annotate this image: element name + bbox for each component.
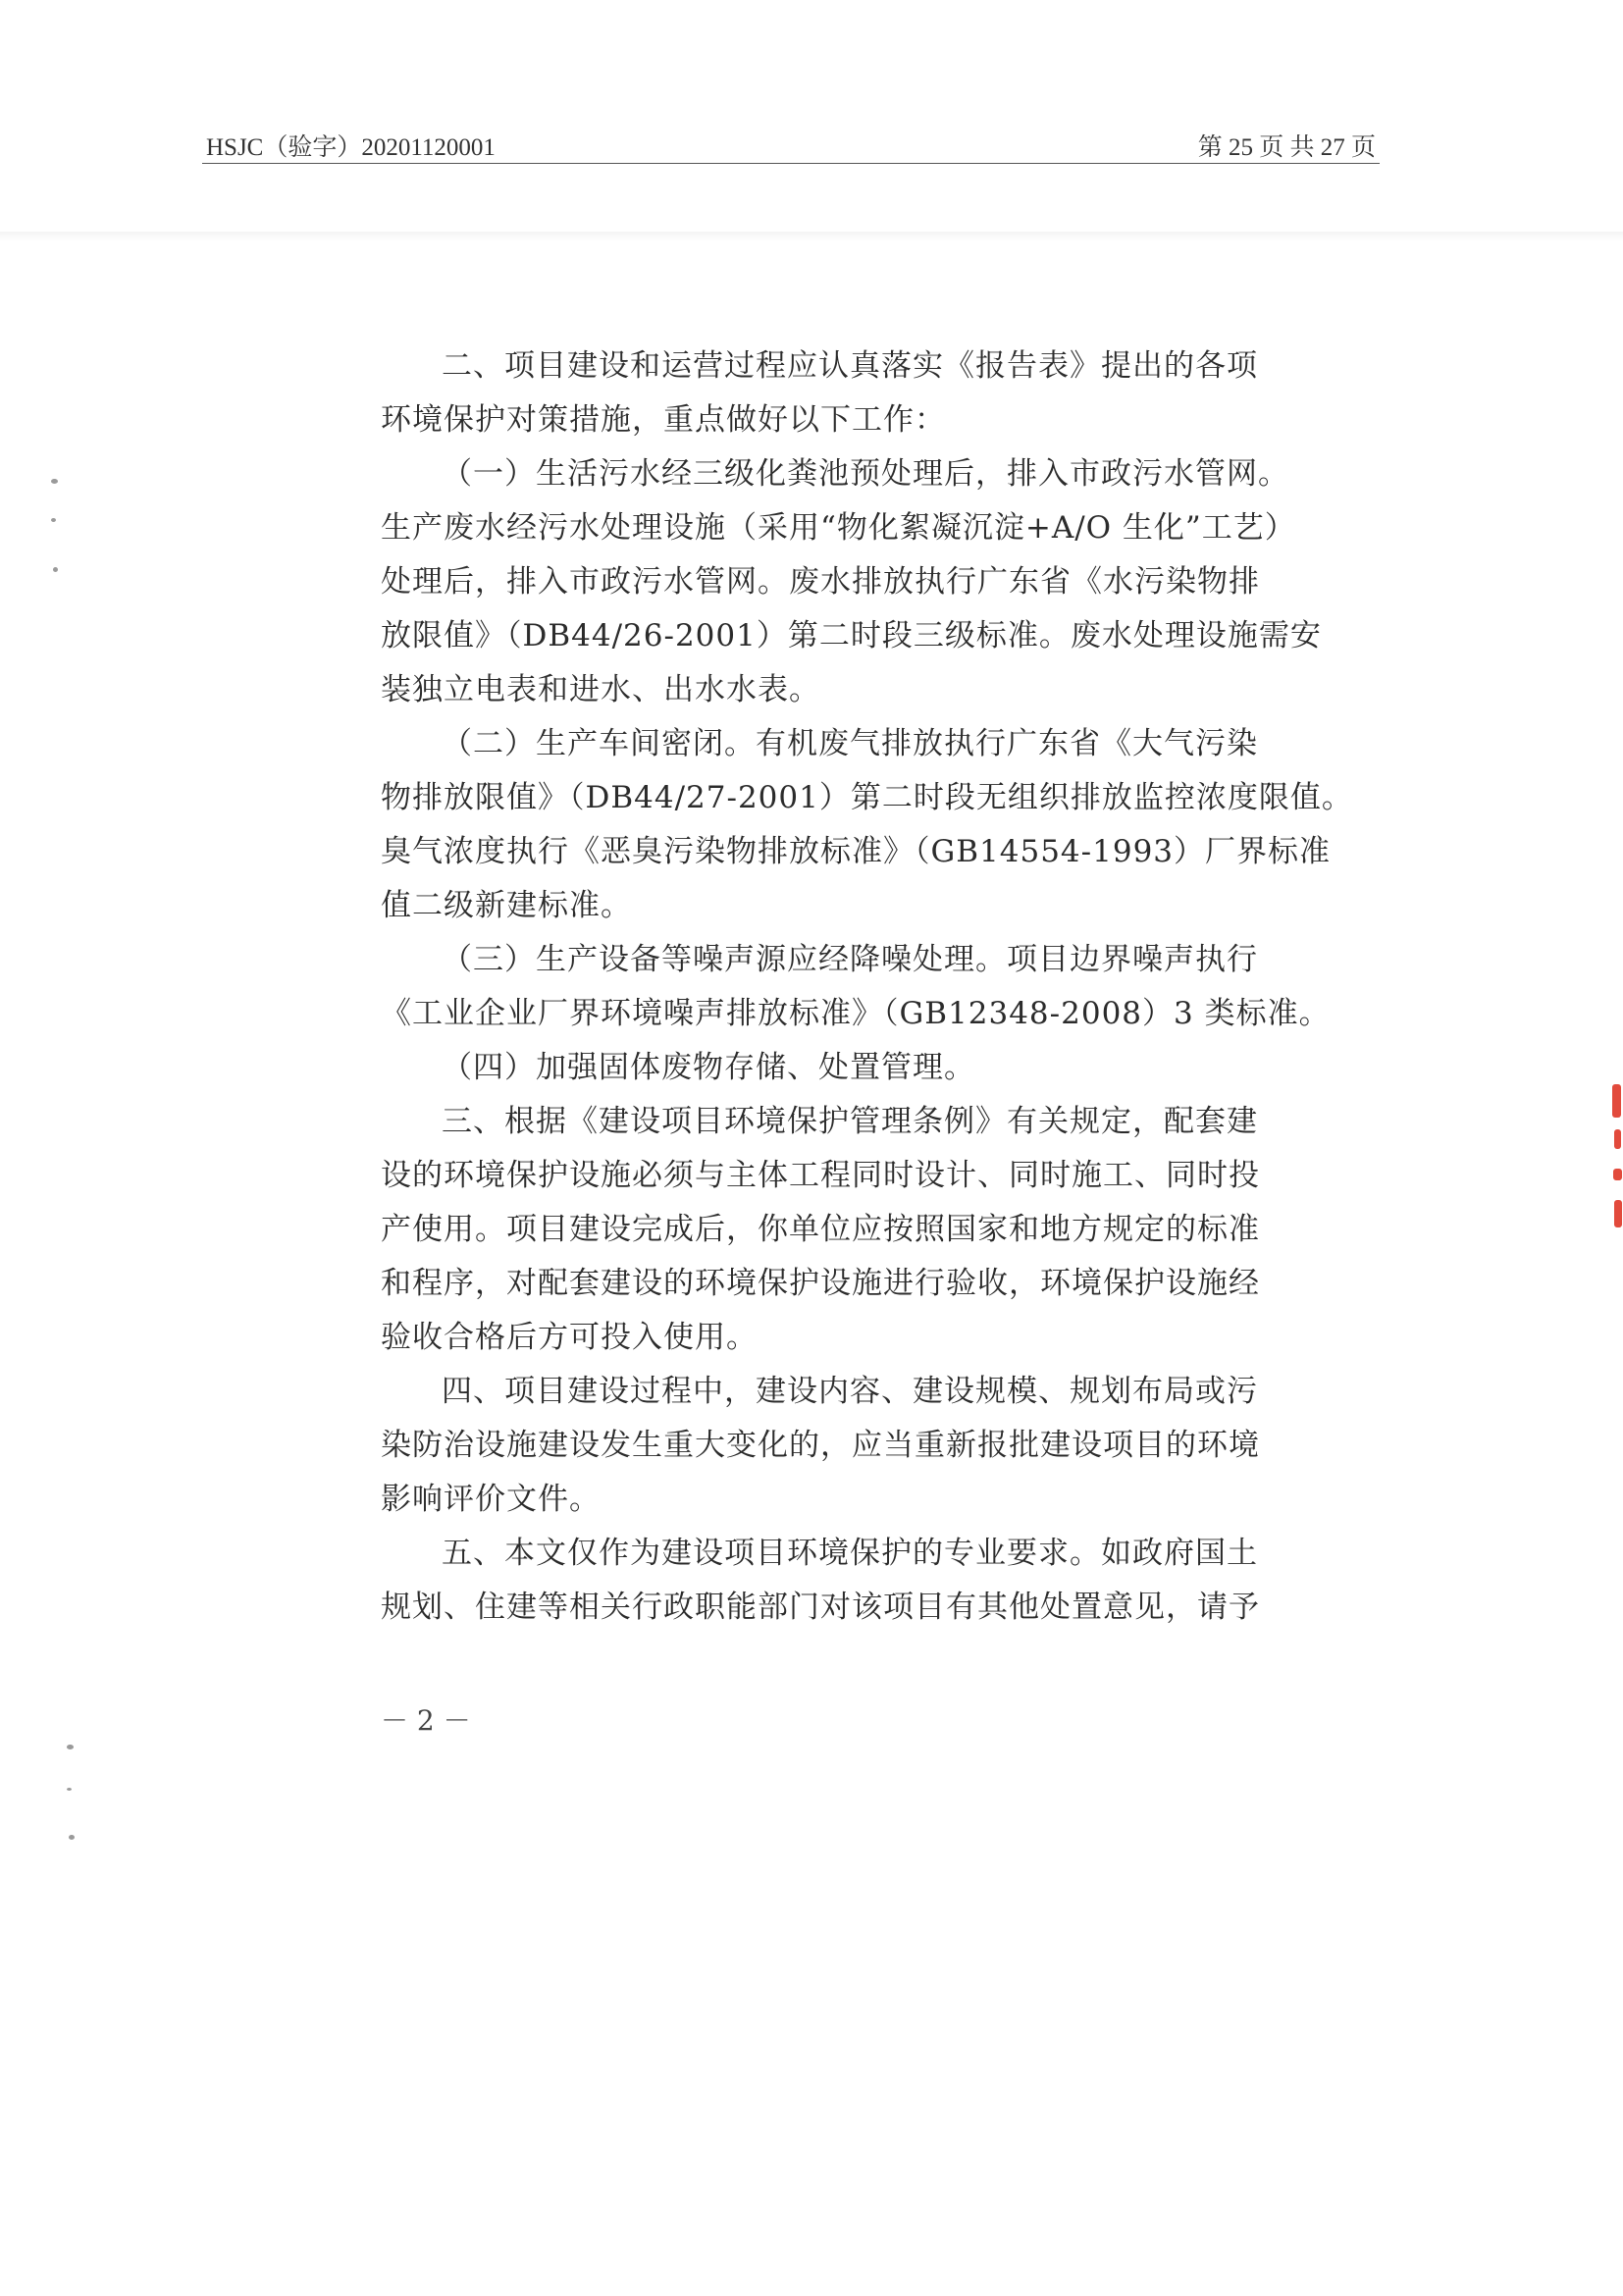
scan-speck bbox=[69, 1835, 75, 1840]
text-line: 三、根据《建设项目环境保护管理条例》有关规定，配套建 bbox=[442, 1104, 1258, 1139]
text-line: 影响评价文件。 bbox=[381, 1482, 601, 1517]
seal-edge-mark bbox=[1609, 1084, 1623, 1251]
document-number: HSJC（验字）20201120001 bbox=[206, 134, 496, 161]
text-line: 环境保护对策措施，重点做好以下工作： bbox=[381, 402, 946, 438]
text-line: 臭气浓度执行《恶臭污染物排放标准》（GB14554-1993）厂界标准 bbox=[381, 834, 1332, 869]
text-line: 处理后，排入市政污水管网。废水排放执行广东省《水污染物排 bbox=[381, 564, 1260, 600]
text-line: （二）生产车间密闭。有机废气排放执行广东省《大气污染 bbox=[442, 726, 1258, 761]
scan-speck bbox=[51, 479, 58, 484]
text-line: 四、项目建设过程中，建设内容、建设规模、规划布局或污 bbox=[442, 1374, 1258, 1409]
text-line: 产使用。项目建设完成后，你单位应按照国家和地方规定的标准 bbox=[381, 1212, 1260, 1247]
text-line: 放限值》（DB44/26-2001）第二时段三级标准。废水处理设施需安 bbox=[381, 618, 1322, 653]
text-line: 染防治设施建设发生重大变化的，应当重新报批建设项目的环境 bbox=[381, 1428, 1260, 1463]
text-line: 和程序，对配套建设的环境保护设施进行验收，环境保护设施经 bbox=[381, 1266, 1260, 1301]
page-header bbox=[202, 118, 1380, 164]
text-line: 物排放限值》（DB44/27-2001）第二时段无组织排放监控浓度限值。 bbox=[381, 780, 1353, 815]
text-line: 设的环境保护设施必须与主体工程同时设计、同时施工、同时投 bbox=[381, 1158, 1260, 1193]
text-line: 五、本文仅作为建设项目环境保护的专业要求。如政府国土 bbox=[442, 1536, 1258, 1571]
text-line: （三）生产设备等噪声源应经降噪处理。项目边界噪声执行 bbox=[442, 942, 1258, 977]
scan-speck bbox=[51, 518, 56, 522]
text-line: 规划、住建等相关行政职能部门对该项目有其他处置意见，请予 bbox=[381, 1590, 1260, 1625]
text-line: 装独立电表和进水、出水水表。 bbox=[381, 672, 820, 707]
text-line: 二、项目建设和运营过程应认真落实《报告表》提出的各项 bbox=[442, 348, 1258, 384]
text-line: 验收合格后方可投入使用。 bbox=[381, 1320, 758, 1355]
page-number: － 2 － bbox=[381, 1704, 471, 1737]
text-line: 《工业企业厂界环境噪声排放标准》（GB12348-2008）3 类标准。 bbox=[381, 996, 1331, 1031]
text-line: （一）生活污水经三级化粪池预处理后，排入市政污水管网。 bbox=[442, 456, 1289, 492]
text-line: （四）加强固体废物存储、处置管理。 bbox=[442, 1050, 975, 1085]
scan-speck bbox=[67, 1745, 74, 1749]
scan-artifact bbox=[0, 232, 1623, 241]
text-line: 生产废水经污水处理设施（采用“物化絮凝沉淀+A/O 生化”工艺） bbox=[381, 510, 1296, 546]
scan-speck bbox=[53, 567, 58, 572]
document-body bbox=[381, 339, 1353, 1635]
scan-speck bbox=[67, 1788, 72, 1791]
text-line: 值二级新建标准。 bbox=[381, 888, 632, 923]
page-info: 第 25 页 共 27 页 bbox=[1197, 134, 1376, 161]
